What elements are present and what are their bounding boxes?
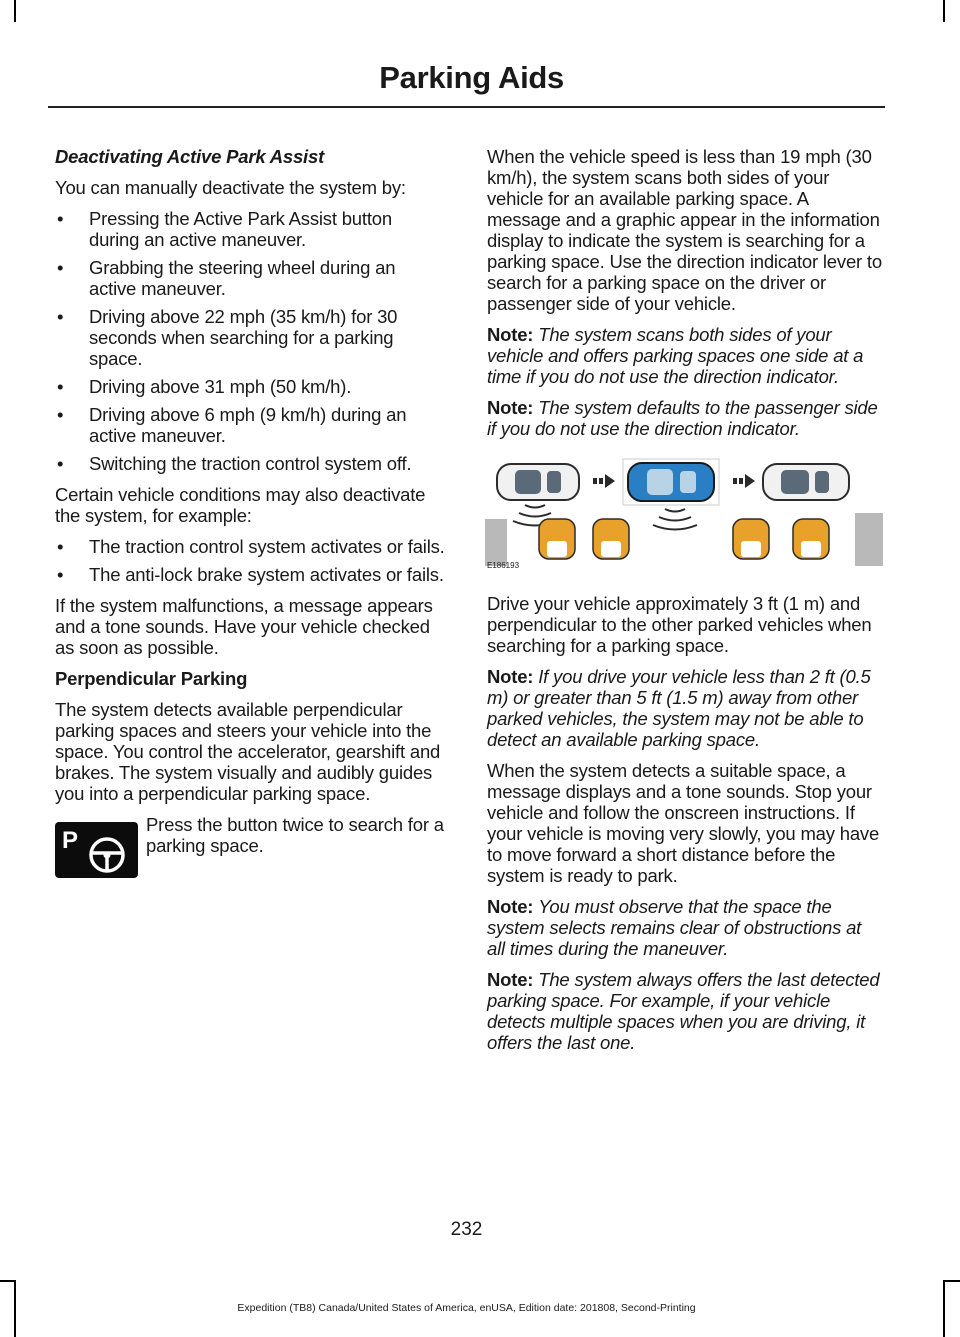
- crop-mark-top-left: [14, 0, 16, 22]
- left-column: [55, 146, 447, 878]
- list-item: • Grabbing the steering wheel during an active maneuver.: [57, 257, 396, 299]
- parked-seat-icon: [593, 519, 629, 559]
- right-column: [487, 146, 882, 1063]
- arrow-right-icon: [733, 474, 755, 488]
- scanning-car-icon: [623, 459, 719, 505]
- crop-mark-bottom-right-h: [943, 1280, 960, 1282]
- malfunction-text: If the system malfunctions, a message appears and a tone sounds. Have your vehicle checked as soon as possible.: [55, 595, 433, 658]
- parked-car-right-icon: [763, 464, 849, 500]
- parked-seat-icon: [793, 519, 829, 559]
- deactivate-intro: You can manually deactivate the system by:: [55, 177, 406, 198]
- button-instruction: Press the button twice to search for a parking space.: [146, 814, 444, 856]
- button-instruction-row: [55, 814, 447, 878]
- note-last-space: Note: The system always offers the last detected parking space. For example, if your vehicle detects multiple spaces when you are driving, it offers the last one.: [487, 969, 880, 1053]
- footer-edition-text: Expedition (TB8) Canada/United States of America, enUSA, Edition date: 201808, Second-Printing: [237, 1302, 696, 1314]
- parked-seat-icon: [733, 519, 769, 559]
- deactivate-heading: Deactivating Active Park Assist: [55, 146, 325, 167]
- list-item: • Driving above 22 mph (35 km/h) for 30 seconds when searching for a parking space.: [57, 306, 398, 369]
- list-item: • Driving above 6 mph (9 km/h) during an active maneuver.: [57, 404, 407, 446]
- header-rule: [48, 106, 885, 108]
- conditions-list: [55, 536, 447, 585]
- figure-code: E186193: [487, 561, 520, 570]
- crop-mark-top-right: [943, 0, 945, 22]
- crop-mark-bottom-left-h: [0, 1280, 16, 1282]
- perpendicular-text: The system detects available perpendicular parking spaces and steers your vehicle into the space. You control the accelerator, gearshift and brakes. The system visually and audibly guides you into a perpendicular parking space.: [55, 699, 441, 804]
- list-item: • Driving above 31 mph (50 km/h).: [57, 376, 352, 397]
- note-default-side: Note: The system defaults to the passenger side if you do not use the direction indicator.: [487, 397, 878, 439]
- page-number: 232: [450, 1219, 483, 1240]
- parking-scan-figure: [485, 457, 883, 577]
- parked-car-left-icon: [497, 464, 579, 500]
- note-scan-sides: Note: The system scans both sides of your vehicle and offers parking spaces one side at a time if you do not use the direction indicator.: [487, 324, 864, 387]
- list-item: • The traction control system activates or fails.: [57, 536, 445, 557]
- conditions-intro: Certain vehicle conditions may also deactivate the system, for example:: [55, 484, 426, 526]
- list-item: • The anti-lock brake system activates or fails.: [57, 564, 444, 585]
- note-clear-space: Note: You must observe that the space the system selects remains clear of obstructions at all times during the maneuver.: [487, 896, 862, 959]
- arrow-right-icon: [593, 474, 615, 488]
- drive-text: Drive your vehicle approximately 3 ft (1 m) and perpendicular to the other parked vehicles when searching for a parking space.: [487, 593, 872, 656]
- note-distance: Note: If you drive your vehicle less than 2 ft (0.5 m) or greater than 5 ft (1.5 m) away from other parked vehicles, the system may not be able to detect an available parking space.: [487, 666, 871, 750]
- deactivate-list: [55, 208, 447, 474]
- park-assist-icon: [55, 822, 138, 878]
- page-title: Parking Aids: [379, 60, 564, 95]
- crop-mark-bottom-right: [943, 1280, 945, 1337]
- detect-text: When the system detects a suitable space, a message displays and a tone sounds. Stop your vehicle and follow the onscreen instructions. If your vehicle is moving very slowly, you may have to move forward a short distance before the system is ready to park.: [487, 760, 880, 886]
- scan-text: When the vehicle speed is less than 19 mph (30 km/h), the system scans both sides of your vehicle for an available parking space. A message and a graphic appear in the information display to indicate the system is searching for a parking space. Use the direction indicator lever to search for a parking space on the driver or passenger side of your vehicle.: [487, 146, 882, 314]
- list-item: • Switching the traction control system off.: [57, 453, 412, 474]
- svg-text:P: P: [62, 827, 78, 854]
- list-item: • Pressing the Active Park Assist button during an active maneuver.: [57, 208, 392, 250]
- parked-seat-icon: [539, 519, 575, 559]
- perpendicular-heading: Perpendicular Parking: [55, 668, 248, 689]
